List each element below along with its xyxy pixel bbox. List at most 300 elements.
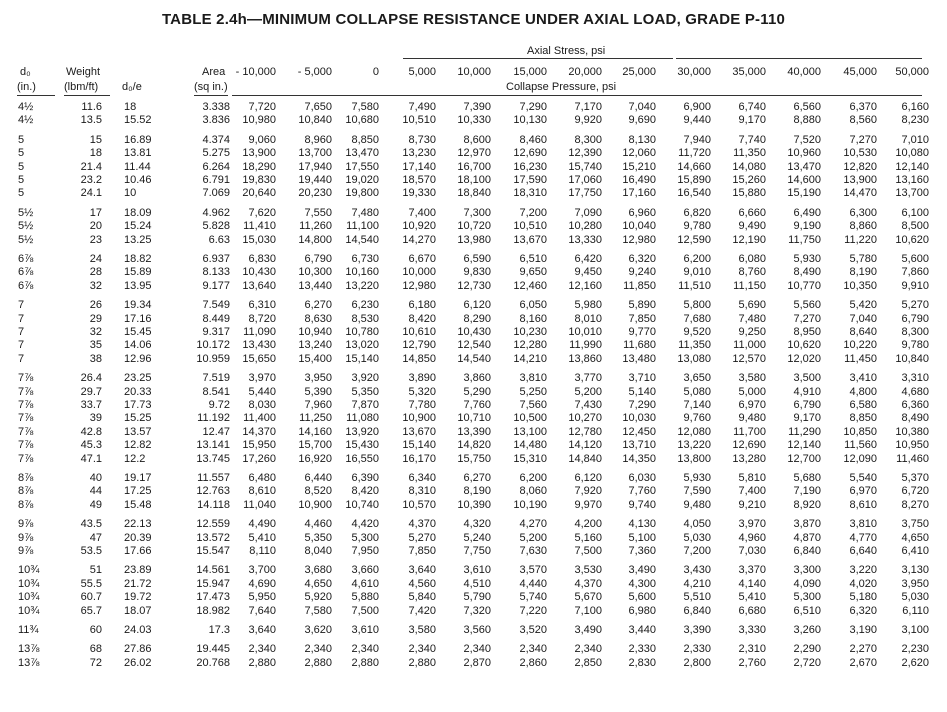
cell-collapse-pressure: 3,370 (738, 564, 766, 577)
cell-collapse-pressure: 13,670 (513, 233, 547, 246)
cell-collapse-pressure: 9,440 (683, 114, 711, 127)
cell-collapse-pressure: 2,340 (304, 643, 332, 656)
cell-collapse-pressure: 18,100 (457, 174, 491, 186)
cell-collapse-pressure: 10,300 (298, 266, 332, 279)
cell-collapse-pressure: 3,190 (849, 624, 877, 636)
cell-weight: 49 (89, 498, 102, 511)
cell-weight: 53.5 (80, 545, 102, 557)
cell-collapse-pressure: 6,480 (248, 472, 276, 484)
cell-collapse-pressure: 7,860 (901, 266, 929, 279)
table-row (0, 113, 947, 127)
cell-collapse-pressure: 3,520 (519, 624, 547, 636)
cell-collapse-pressure: 15,890 (677, 174, 711, 186)
cell-do-e: 13.81 (124, 147, 152, 160)
cell-collapse-pressure: 4,270 (519, 518, 547, 531)
cell-od: 9⅞ (18, 518, 34, 531)
cell-od: 5½ (18, 220, 34, 233)
cell-collapse-pressure: 2,340 (463, 643, 491, 656)
cell-collapse-pressure: 10,960 (787, 147, 821, 160)
table-row (0, 471, 947, 485)
cell-collapse-pressure: 7,650 (304, 101, 332, 113)
cell-collapse-pressure: 6,720 (901, 485, 929, 498)
cell-collapse-pressure: 6,030 (628, 472, 656, 484)
area-header: Area (202, 66, 226, 78)
table-row (0, 604, 947, 618)
table-row (0, 100, 947, 114)
cell-collapse-pressure: 4,910 (793, 385, 821, 398)
cell-collapse-pressure: 15,650 (242, 352, 276, 365)
cell-collapse-pressure: 5,240 (463, 531, 491, 544)
cell-collapse-pressure: 6,900 (683, 101, 711, 113)
cell-collapse-pressure: 9,060 (248, 133, 276, 146)
cell-collapse-pressure: 6,360 (901, 399, 929, 411)
cell-collapse-pressure: 5,350 (351, 385, 379, 398)
cell-collapse-pressure: 10,130 (513, 114, 547, 127)
cell-collapse-pressure: 15,260 (732, 174, 766, 186)
cell-collapse-pressure: 15,140 (402, 439, 436, 452)
cell-collapse-pressure: 3,220 (849, 564, 877, 577)
cell-collapse-pressure: 5,560 (793, 299, 821, 312)
cell-collapse-pressure: 13,710 (622, 439, 656, 452)
cell-collapse-pressure: 10,330 (457, 114, 491, 127)
area-unit-header: (sq in.) (194, 81, 228, 93)
cell-area: 5.828 (202, 220, 230, 233)
cell-collapse-pressure: 6,320 (849, 604, 877, 617)
cell-weight: 18 (89, 147, 102, 160)
cell-od: 7 (18, 352, 25, 365)
cell-collapse-pressure: 19,440 (298, 174, 332, 186)
stress-column-header: 0 (372, 66, 379, 78)
cell-area: 9.177 (202, 279, 230, 292)
cell-area: 8.541 (202, 385, 230, 398)
cell-collapse-pressure: 3,330 (738, 624, 766, 636)
cell-collapse-pressure: 7,500 (574, 545, 602, 557)
cell-area: 6.937 (202, 253, 230, 265)
cell-collapse-pressure: 7,950 (351, 545, 379, 557)
cell-collapse-pressure: 3,920 (351, 372, 379, 385)
cell-collapse-pressure: 3,430 (683, 564, 711, 577)
cell-collapse-pressure: 12,540 (457, 339, 491, 352)
cell-collapse-pressure: 17,260 (242, 452, 276, 465)
cell-collapse-pressure: 12,570 (732, 352, 766, 365)
cell-collapse-pressure: 3,970 (248, 372, 276, 385)
cell-collapse-pressure: 8,520 (304, 485, 332, 498)
cell-collapse-pressure: 6,840 (793, 545, 821, 557)
cell-collapse-pressure: 7,720 (248, 101, 276, 113)
table-row (0, 206, 947, 220)
cell-collapse-pressure: 7,220 (519, 604, 547, 617)
stress-column-header: 20,000 (568, 66, 602, 78)
cell-collapse-pressure: 3,950 (901, 577, 929, 590)
cell-collapse-pressure: 14,660 (677, 160, 711, 173)
table-row (0, 146, 947, 160)
cell-collapse-pressure: 9,520 (683, 326, 711, 338)
cell-area: 6.63 (208, 233, 230, 246)
cell-collapse-pressure: 11,410 (243, 220, 276, 233)
cell-od: 10¾ (18, 591, 40, 604)
cell-weight: 72 (89, 656, 102, 669)
cell-od: 7⅞ (18, 372, 34, 385)
cell-collapse-pressure: 10,220 (843, 339, 877, 352)
cell-collapse-pressure: 7,940 (683, 133, 711, 146)
cell-area: 13.745 (196, 452, 230, 465)
cell-collapse-pressure: 7,320 (463, 604, 491, 617)
cell-collapse-pressure: 10,610 (402, 326, 436, 338)
cell-collapse-pressure: 2,290 (793, 643, 821, 656)
cell-collapse-pressure: 8,860 (849, 220, 877, 233)
cell-od: 6⅞ (18, 279, 34, 292)
cell-collapse-pressure: 13,330 (568, 233, 602, 246)
cell-weight: 32 (89, 279, 102, 292)
cell-collapse-pressure: 8,610 (248, 485, 276, 498)
cell-od: 7 (18, 312, 25, 325)
cell-do-e: 18 (124, 101, 137, 113)
cell-collapse-pressure: 7,740 (738, 133, 766, 146)
cell-od: 8⅞ (18, 498, 34, 511)
cell-do-e: 16.89 (124, 133, 152, 146)
cell-collapse-pressure: 10,940 (298, 326, 332, 338)
cell-od: 8⅞ (18, 485, 34, 498)
cell-collapse-pressure: 11,750 (788, 233, 821, 246)
cell-collapse-pressure: 5,290 (463, 385, 491, 398)
cell-collapse-pressure: 11,560 (844, 439, 877, 452)
cell-collapse-pressure: 7,850 (628, 312, 656, 325)
cell-area: 7.069 (202, 187, 230, 200)
cell-collapse-pressure: 5,740 (519, 591, 547, 604)
cell-collapse-pressure: 5,100 (628, 531, 656, 544)
cell-collapse-pressure: 2,310 (738, 643, 766, 656)
cell-collapse-pressure: 2,880 (304, 656, 332, 669)
cell-collapse-pressure: 5,440 (248, 385, 276, 398)
cell-do-e: 27.86 (124, 643, 152, 656)
cell-collapse-pressure: 10,270 (568, 412, 602, 425)
cell-collapse-pressure: 10,900 (402, 412, 436, 425)
cell-collapse-pressure: 7,270 (793, 312, 821, 325)
cell-collapse-pressure: 11,850 (623, 279, 656, 292)
cell-do-e: 13.95 (124, 279, 152, 292)
cell-collapse-pressure: 16,230 (513, 160, 547, 173)
cell-collapse-pressure: 3,810 (519, 372, 547, 385)
cell-collapse-pressure: 9,780 (683, 220, 711, 233)
stress-column-header: 50,000 (895, 66, 929, 78)
cell-collapse-pressure: 5,000 (738, 385, 766, 398)
cell-collapse-pressure: 6,200 (519, 472, 547, 484)
cell-do-e: 10.46 (124, 174, 152, 186)
cell-area: 4.962 (202, 206, 230, 219)
cell-do-e: 17.73 (124, 399, 152, 411)
cell-collapse-pressure: 3,410 (849, 372, 877, 385)
cell-collapse-pressure: 10,430 (457, 326, 491, 338)
cell-collapse-pressure: 6,340 (408, 472, 436, 484)
cell-collapse-pressure: 8,110 (249, 545, 276, 557)
cell-od: 5 (18, 187, 25, 200)
table-row (0, 160, 947, 174)
cell-do-e: 17.16 (124, 312, 152, 325)
cell-collapse-pressure: 5,080 (683, 385, 711, 398)
table-row (0, 371, 947, 385)
cell-do-e: 17.66 (124, 545, 152, 557)
cell-area: 8.449 (202, 312, 230, 325)
cell-do-e: 13.25 (124, 233, 152, 246)
cell-collapse-pressure: 3,260 (793, 624, 821, 636)
cell-collapse-pressure: 3,680 (304, 564, 332, 577)
cell-collapse-pressure: 15,140 (345, 352, 379, 365)
cell-collapse-pressure: 9,170 (738, 114, 766, 127)
cell-weight: 38 (89, 352, 102, 365)
cell-collapse-pressure: 9,970 (574, 498, 602, 511)
cell-od: 5 (18, 147, 25, 160)
cell-collapse-pressure: 4,650 (304, 577, 332, 590)
cell-do-e: 26.02 (124, 656, 152, 669)
cell-collapse-pressure: 7,520 (793, 133, 821, 146)
cell-collapse-pressure: 11,680 (623, 339, 656, 352)
cell-collapse-pressure: 14,800 (298, 233, 332, 246)
cell-area: 15.547 (196, 545, 230, 557)
cell-collapse-pressure: 2,230 (901, 643, 929, 656)
cell-do-e: 15.25 (124, 412, 152, 425)
cell-area: 8.133 (202, 266, 230, 279)
cell-collapse-pressure: 6,050 (519, 299, 547, 312)
cell-collapse-pressure: 8,190 (463, 485, 491, 498)
cell-weight: 43.5 (80, 518, 102, 531)
cell-area: 5.275 (202, 147, 230, 160)
cell-collapse-pressure: 2,850 (574, 656, 602, 669)
cell-collapse-pressure: 11,460 (896, 452, 929, 465)
cell-collapse-pressure: 7,360 (628, 545, 656, 557)
cell-collapse-pressure: 3,580 (408, 624, 436, 636)
cell-od: 7 (18, 326, 25, 338)
cell-collapse-pressure: 6,790 (901, 312, 929, 325)
cell-collapse-pressure: 10,740 (345, 498, 379, 511)
cell-collapse-pressure: 7,960 (304, 399, 332, 411)
table-row (0, 425, 947, 439)
cell-area: 3.836 (202, 114, 230, 127)
cell-collapse-pressure: 6,970 (849, 485, 877, 498)
cell-collapse-pressure: 6,510 (519, 253, 547, 265)
cell-od: 7⅞ (18, 385, 34, 398)
cell-collapse-pressure: 4,680 (901, 385, 929, 398)
cell-collapse-pressure: 3,970 (738, 518, 766, 531)
cell-collapse-pressure: 3,750 (901, 518, 929, 531)
cell-collapse-pressure: 7,200 (683, 545, 711, 557)
cell-collapse-pressure: 9,480 (683, 498, 711, 511)
cell-collapse-pressure: 18,290 (242, 160, 276, 173)
cell-collapse-pressure: 3,390 (683, 624, 711, 636)
cell-collapse-pressure: 5,030 (901, 591, 929, 604)
cell-collapse-pressure: 9,010 (683, 266, 711, 279)
cell-collapse-pressure: 10,570 (402, 498, 436, 511)
cell-collapse-pressure: 14,210 (513, 352, 547, 365)
cell-collapse-pressure: 13,280 (732, 452, 766, 465)
cell-collapse-pressure: 11,000 (733, 339, 766, 352)
table-row (0, 623, 947, 637)
cell-collapse-pressure: 12,140 (895, 160, 929, 173)
cell-area: 14.118 (197, 498, 230, 511)
cell-od: 9⅞ (18, 531, 34, 544)
cell-area: 17.3 (208, 624, 230, 636)
cell-collapse-pressure: 3,490 (574, 624, 602, 636)
cell-collapse-pressure: 5,930 (793, 253, 821, 265)
cell-collapse-pressure: 6,270 (463, 472, 491, 484)
cell-collapse-pressure: 12,820 (843, 160, 877, 173)
cell-do-e: 12.96 (124, 352, 152, 365)
cell-collapse-pressure: 7,580 (304, 604, 332, 617)
cell-collapse-pressure: 12,980 (622, 233, 656, 246)
cell-collapse-pressure: 11,990 (569, 339, 602, 352)
cell-collapse-pressure: 4,770 (849, 531, 877, 544)
cell-collapse-pressure: 13,220 (677, 439, 711, 452)
cell-collapse-pressure: 4,140 (738, 577, 766, 590)
cell-do-e: 18.09 (124, 206, 152, 219)
cell-collapse-pressure: 12,390 (568, 147, 602, 160)
cell-collapse-pressure: 5,930 (683, 472, 711, 484)
cell-od: 6⅞ (18, 266, 34, 279)
cell-collapse-pressure: 3,300 (793, 564, 821, 577)
cell-weight: 24.1 (80, 187, 102, 200)
cell-do-e: 18.07 (124, 604, 152, 617)
cell-collapse-pressure: 15,880 (732, 187, 766, 200)
cell-collapse-pressure: 4,050 (683, 518, 711, 531)
cell-collapse-pressure: 16,490 (622, 174, 656, 186)
cell-collapse-pressure: 3,570 (519, 564, 547, 577)
cell-collapse-pressure: 9,740 (628, 498, 656, 511)
cell-collapse-pressure: 13,980 (457, 233, 491, 246)
cell-collapse-pressure: 13,920 (345, 425, 379, 438)
cell-area: 12.763 (196, 485, 230, 498)
cell-collapse-pressure: 7,850 (408, 545, 436, 557)
cell-collapse-pressure: 6,120 (574, 472, 602, 484)
table-row (0, 233, 947, 247)
cell-collapse-pressure: 3,530 (574, 564, 602, 577)
cell-weight: 29.7 (80, 385, 102, 398)
cell-od: 10¾ (18, 564, 40, 577)
cell-collapse-pressure: 5,390 (304, 385, 332, 398)
cell-collapse-pressure: 14,470 (843, 187, 877, 200)
table-row (0, 563, 947, 577)
cell-collapse-pressure: 8,230 (901, 114, 929, 127)
cell-collapse-pressure: 5,300 (351, 531, 379, 544)
cell-collapse-pressure: 7,480 (738, 312, 766, 325)
cell-collapse-pressure: 13,700 (298, 147, 332, 160)
cell-collapse-pressure: 9,830 (463, 266, 491, 279)
cell-collapse-pressure: 7,490 (408, 101, 436, 113)
cell-collapse-pressure: 12,020 (787, 352, 821, 365)
cell-collapse-pressure: 10,500 (513, 412, 547, 425)
cell-area: 15.947 (196, 577, 230, 590)
cell-collapse-pressure: 7,030 (738, 545, 766, 557)
cell-collapse-pressure: 6,120 (463, 299, 491, 312)
cell-od: 7⅞ (18, 452, 34, 465)
cell-collapse-pressure: 13,860 (568, 352, 602, 365)
cell-collapse-pressure: 2,870 (463, 656, 491, 669)
cell-collapse-pressure: 5,270 (901, 299, 929, 312)
cell-area: 6.264 (202, 160, 230, 173)
cell-collapse-pressure: 8,610 (849, 498, 877, 511)
cell-collapse-pressure: 10,850 (843, 425, 877, 438)
cell-collapse-pressure: 6,440 (304, 472, 332, 484)
cell-collapse-pressure: 7,100 (574, 604, 602, 617)
cell-collapse-pressure: 4,560 (408, 577, 436, 590)
cell-weight: 23.2 (80, 174, 102, 186)
cell-collapse-pressure: 8,010 (574, 312, 602, 325)
cell-collapse-pressure: 5,840 (408, 591, 436, 604)
cell-weight: 45.3 (80, 439, 102, 452)
cell-collapse-pressure: 16,540 (677, 187, 711, 200)
cell-collapse-pressure: 13,230 (402, 147, 436, 160)
cell-collapse-pressure: 3,440 (628, 624, 656, 636)
cell-area: 10.172 (196, 339, 230, 352)
cell-collapse-pressure: 2,340 (408, 643, 436, 656)
cell-collapse-pressure: 3,130 (901, 564, 929, 577)
cell-weight: 11.6 (81, 101, 102, 113)
cell-do-e: 17.25 (124, 485, 152, 498)
cell-collapse-pressure: 6,680 (738, 604, 766, 617)
cell-collapse-pressure: 12,690 (732, 439, 766, 452)
cell-collapse-pressure: 7,760 (628, 485, 656, 498)
cell-od: 7⅞ (18, 425, 34, 438)
cell-weight: 32 (89, 326, 102, 338)
cell-collapse-pressure: 15,750 (457, 452, 491, 465)
cell-collapse-pressure: 7,190 (793, 485, 821, 498)
cell-collapse-pressure: 6,670 (408, 253, 436, 265)
cell-weight: 60.7 (80, 591, 102, 604)
table-row (0, 219, 947, 233)
cell-collapse-pressure: 19,830 (242, 174, 276, 186)
cell-collapse-pressure: 5,300 (793, 591, 821, 604)
cell-collapse-pressure: 9,480 (738, 412, 766, 425)
cell-collapse-pressure: 10,530 (843, 147, 877, 160)
cell-collapse-pressure: 8,040 (304, 545, 332, 557)
cell-collapse-pressure: 3,100 (901, 624, 929, 636)
cell-od: 7⅞ (18, 412, 34, 425)
cell-collapse-pressure: 5,880 (351, 591, 379, 604)
cell-collapse-pressure: 8,490 (901, 412, 929, 425)
cell-collapse-pressure: 19,020 (345, 174, 379, 186)
cell-collapse-pressure: 8,420 (351, 485, 379, 498)
cell-collapse-pressure: 8,290 (463, 312, 491, 325)
cell-collapse-pressure: 9,770 (628, 326, 656, 338)
cell-collapse-pressure: 13,640 (242, 279, 276, 292)
cell-do-e: 22.13 (124, 518, 152, 531)
cell-collapse-pressure: 9,490 (738, 220, 766, 233)
cell-collapse-pressure: 13,480 (622, 352, 656, 365)
cell-collapse-pressure: 6,640 (849, 545, 877, 557)
cell-collapse-pressure: 3,710 (628, 372, 656, 385)
cell-collapse-pressure: 11,350 (678, 339, 711, 352)
stress-column-header: 30,000 (677, 66, 711, 78)
cell-weight: 26 (89, 299, 102, 312)
cell-collapse-pressure: 6,420 (574, 253, 602, 265)
table-row (0, 438, 947, 452)
cell-collapse-pressure: 7,500 (351, 604, 379, 617)
weight-unit-header: (lbm/ft) (64, 81, 99, 93)
cell-collapse-pressure: 2,330 (683, 643, 711, 656)
cell-do-e: 12.2 (124, 452, 146, 465)
cell-collapse-pressure: 14,820 (457, 439, 491, 452)
cell-area: 11.192 (197, 412, 230, 425)
cell-collapse-pressure: 6,230 (351, 299, 379, 312)
cell-collapse-pressure: 3,650 (683, 372, 711, 385)
do-header: d₀ (20, 66, 31, 78)
table-row (0, 398, 947, 412)
cell-collapse-pressure: 11,350 (733, 147, 766, 160)
cell-collapse-pressure: 10,040 (622, 220, 656, 233)
table-title: TABLE 2.4h—MINIMUM COLLAPSE RESISTANCE UNDER AXIAL LOAD, GRADE P-110 (161, 11, 786, 28)
cell-collapse-pressure: 8,500 (901, 220, 929, 233)
cell-do-e: 20.33 (124, 385, 152, 398)
cell-collapse-pressure: 5,200 (519, 531, 547, 544)
cell-weight: 26.4 (80, 372, 102, 385)
